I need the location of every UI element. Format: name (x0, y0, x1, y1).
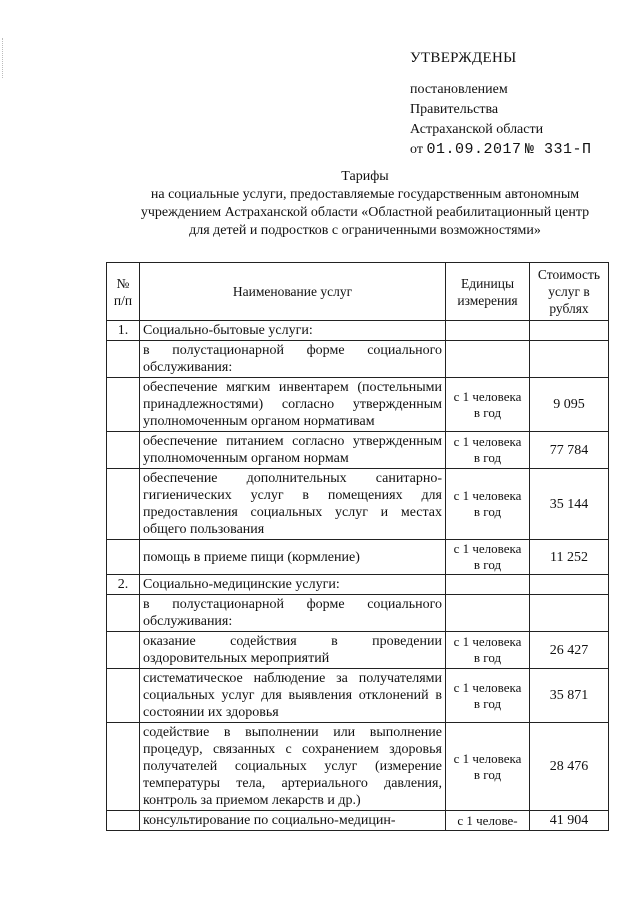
row-cost: 9 095 (530, 378, 609, 432)
row-unit: с 1 человека в год (446, 469, 530, 540)
row-num (107, 632, 140, 669)
header-num: № п/п (107, 263, 140, 321)
table-row (107, 575, 609, 595)
approved-stamp: УТВЕРЖДЕНЫ (410, 50, 517, 66)
row-unit: с 1 человека в год (446, 378, 530, 432)
row-num: 2. (107, 575, 140, 595)
table-row (107, 723, 609, 811)
date-prefix: от (410, 142, 423, 157)
decree-date: 01.09.2017 (426, 141, 522, 158)
header-unit: Единицы измерения (446, 263, 530, 321)
row-cost (530, 575, 609, 595)
row-name: обеспечение дополнительных санитарно-гигиенических услуг в помещениях для предоставления социальных услуг и местах общего пользования (140, 469, 446, 540)
row-name: помощь в приеме пищи (кормление) (140, 540, 446, 575)
decree-line-2: Правительства (410, 102, 499, 117)
row-cost (530, 321, 609, 341)
row-name: систематическое наблюдение за получателями социальных услуг для выявления отклонений в состоянии их здоровья (140, 669, 446, 723)
decree-date-line (410, 140, 591, 160)
header-name: Наименование услуг (140, 263, 446, 321)
row-unit: с 1 человека в год (446, 540, 530, 575)
row-name: Социально-медицинские услуги: (140, 575, 446, 595)
row-num (107, 378, 140, 432)
row-num (107, 811, 140, 831)
row-name: содействие в выполнении или выполнение процедур, связанных с сохранением здоровья получателей социальных услуг (измерение температуры тела, артериального давления, контроль за приемом лекарств и др.) (140, 723, 446, 811)
title-line-2: на социальные услуги, предоставляемые государственным автономным (150, 187, 580, 202)
row-cost: 35 871 (530, 669, 609, 723)
document-title (100, 168, 630, 240)
row-unit (446, 321, 530, 341)
title-line-4: для детей и подростков с ограниченными возможностями» (189, 223, 541, 238)
row-name: Социально-бытовые услуги: (140, 321, 446, 341)
row-num: 1. (107, 321, 140, 341)
row-name: обеспечение питанием согласно утвержденным уполномоченным органом нормам (140, 432, 446, 469)
row-cost: 77 784 (530, 432, 609, 469)
title-line-3: учреждением Астраханской области «Областной реабилитационный центр (140, 205, 590, 220)
tariff-table (106, 262, 609, 831)
row-num (107, 723, 140, 811)
decree-reference (410, 80, 591, 160)
scan-margin-mark (2, 38, 4, 78)
row-unit: с 1 человека в год (446, 632, 530, 669)
table-row (107, 632, 609, 669)
row-name: консультирование по социально-медицин- (140, 811, 446, 831)
row-name: оказание содействия в проведении оздоровительных мероприятий (140, 632, 446, 669)
table-row (107, 595, 609, 632)
row-cost: 35 144 (530, 469, 609, 540)
row-unit: с 1 человека в год (446, 432, 530, 469)
row-name: в полустационарной форме социального обслуживания: (140, 595, 446, 632)
row-unit: с 1 человека в год (446, 723, 530, 811)
row-unit (446, 595, 530, 632)
table-header-row (107, 263, 609, 321)
row-num (107, 595, 140, 632)
row-num (107, 341, 140, 378)
row-num (107, 669, 140, 723)
table-row (107, 432, 609, 469)
row-num (107, 432, 140, 469)
table-row (107, 669, 609, 723)
row-name: в полустационарной форме социального обслуживания: (140, 341, 446, 378)
table-row (107, 341, 609, 378)
row-unit: с 1 человека в год (446, 669, 530, 723)
row-num (107, 540, 140, 575)
decree-number: № 331-П (524, 141, 592, 158)
decree-line-3: Астраханской области (410, 122, 544, 137)
table-row (107, 540, 609, 575)
row-cost (530, 595, 609, 632)
decree-line-1: постановлением (410, 82, 508, 97)
row-cost: 26 427 (530, 632, 609, 669)
header-cost: Стоимость услуг в рублях (530, 263, 609, 321)
row-unit (446, 341, 530, 378)
table-row (107, 321, 609, 341)
table-row (107, 469, 609, 540)
row-unit: с 1 челове- (446, 811, 530, 831)
table-row (107, 378, 609, 432)
row-unit (446, 575, 530, 595)
row-num (107, 469, 140, 540)
row-cost: 28 476 (530, 723, 609, 811)
row-cost: 41 904 (530, 811, 609, 831)
row-cost (530, 341, 609, 378)
row-name: обеспечение мягким инвентарем (постельными принадлежностями) согласно утвержденным уполномоченным органом нормативам (140, 378, 446, 432)
title-line-1: Тарифы (341, 169, 389, 184)
row-cost: 11 252 (530, 540, 609, 575)
table-row (107, 811, 609, 831)
